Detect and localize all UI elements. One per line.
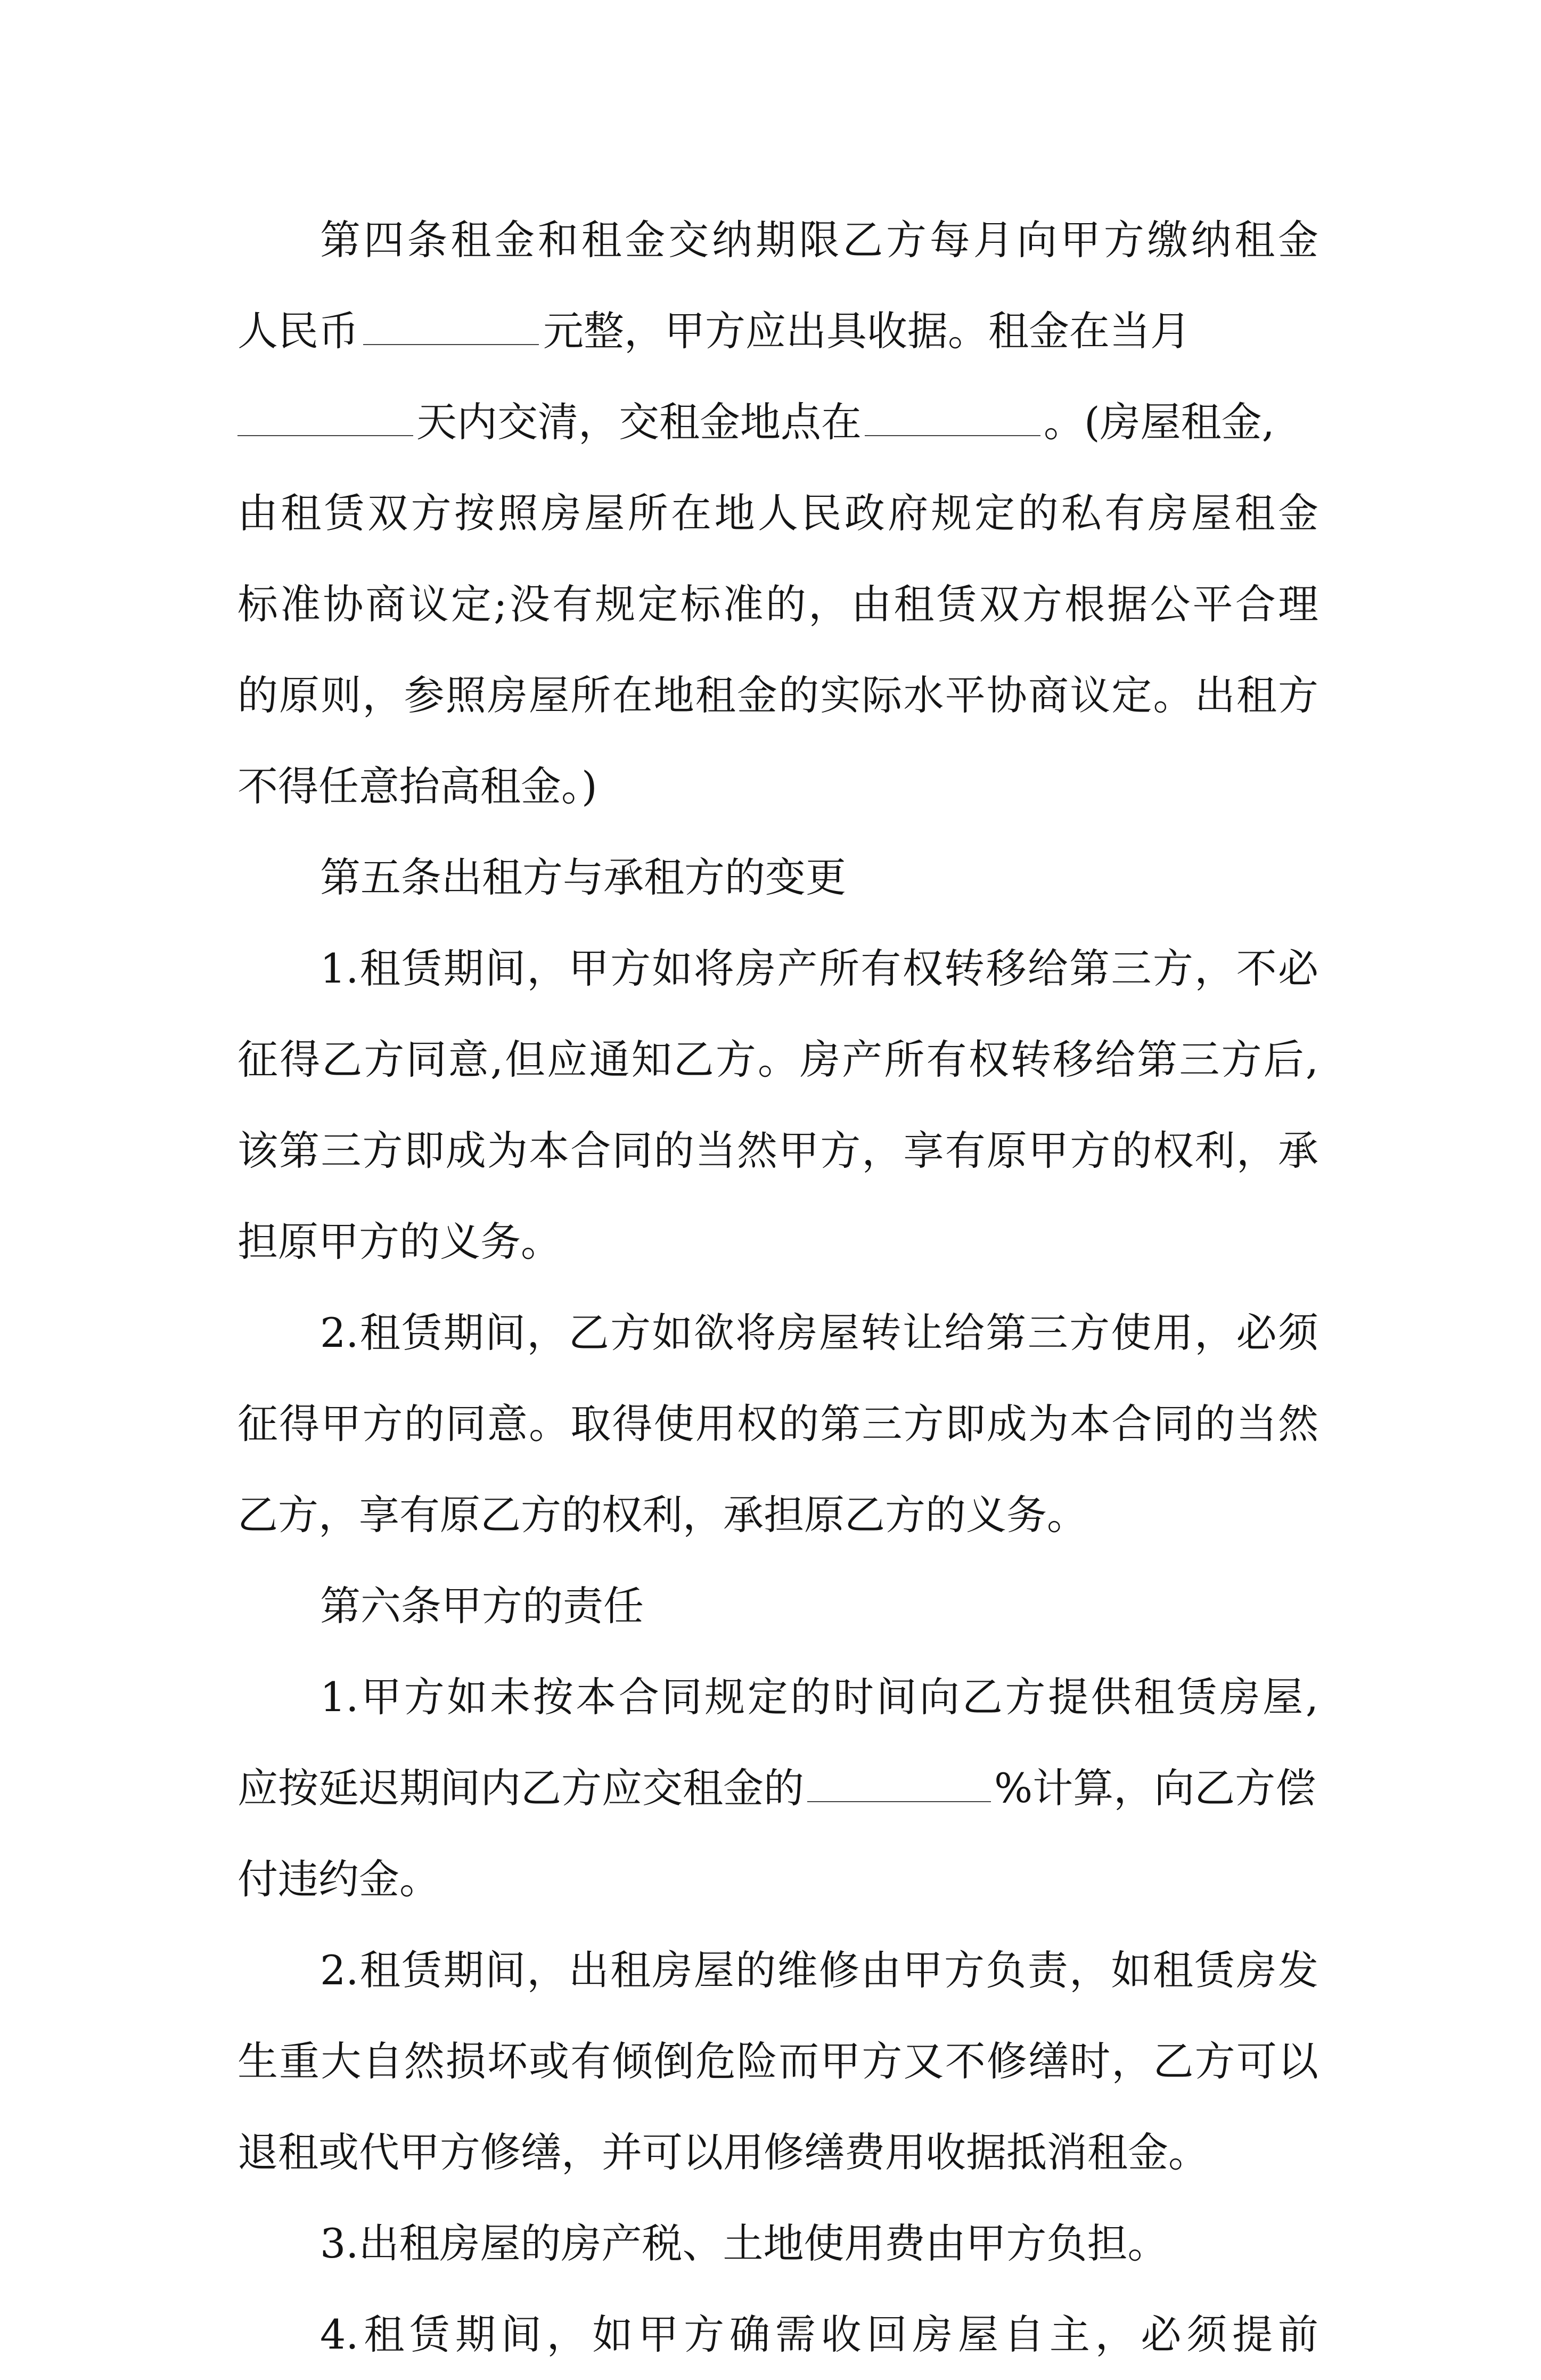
article6-p2-line2: 生重大自然损坏或有倾倒危险而甲方又不修缮时，乙方可以 [237, 2038, 1318, 2085]
payment-location-blank [865, 403, 1040, 436]
article6-p1-line2 [237, 1743, 1318, 1834]
text: 应按延迟期间内乙方应交租金的 [237, 1764, 804, 1812]
rent-amount-blank [363, 312, 539, 345]
text: 元整，甲方应出具收据。租金在当月 [543, 307, 1191, 355]
article5-p2-line1: 2.租赁期间，乙方如欲将房屋转让给第三方使用，必须 [320, 1309, 1318, 1356]
article5-p1-line4: 担原甲方的义务。 [237, 1218, 561, 1265]
article6-title: 第六条甲方的责任 [320, 1582, 644, 1630]
article4-line7: 不得任意抬高租金。) [237, 763, 597, 810]
article4-line4: 由租赁双方按照房屋所在地人民政府规定的私有房屋租金 [237, 489, 1318, 537]
article6-p1-line1: 1.甲方如未按本合同规定的时间向乙方提供租赁房屋, [320, 1673, 1318, 1721]
article6-p2-line1: 2.租赁期间，出租房屋的维修由甲方负责，如租赁房发 [320, 1946, 1318, 1994]
article5-p1-line1: 1.租赁期间，甲方如将房产所有权转移给第三方，不必 [320, 945, 1318, 992]
text: 。(房屋租金, [1044, 398, 1275, 446]
article4-line1: 第四条租金和租金交纳期限乙方每月向甲方缴纳租金 [320, 216, 1318, 264]
article4-line2 [237, 285, 1318, 377]
text: 人民币 [237, 307, 359, 355]
article6-p3-line1: 3.出租房屋的房产税、土地使用费由甲方负担。 [320, 2220, 1168, 2267]
article6-p4-line1: 4.租赁期间，如甲方确需收回房屋自主，必须提前 [320, 2311, 1318, 2358]
article4-line6: 的原则，参照房屋所在地租金的实际水平协商议定。出租方 [237, 672, 1318, 719]
article5-p2-line2: 征得甲方的同意。取得使用权的第三方即成为本合同的当然 [237, 1400, 1318, 1447]
article5-title: 第五条出租方与承租方的变更 [320, 854, 846, 901]
article6-p2-line3: 退租或代甲方修缮，并可以用修缮费用收据抵消租金。 [237, 2129, 1209, 2176]
article6-p1-line3: 付违约金。 [237, 1855, 440, 1903]
article4-line3 [237, 377, 1318, 468]
text: 天内交清，交租金地点在 [416, 398, 862, 446]
article5-p1-line2: 征得乙方同意,但应通知乙方。房产所有权转移给第三方后, [237, 1036, 1318, 1083]
penalty-percent-blank [807, 1769, 991, 1802]
contract-text [237, 194, 1318, 2380]
text: %计算，向乙方偿 [994, 1764, 1316, 1812]
article5-p1-line3: 该第三方即成为本合同的当然甲方，享有原甲方的权利，承 [237, 1127, 1318, 1174]
payment-days-blank [237, 403, 413, 436]
article4-line5: 标准协商议定;没有规定标准的，由租赁双方根据公平合理 [237, 580, 1318, 628]
article5-p2-line3: 乙方，享有原乙方的权利，承担原乙方的义务。 [237, 1491, 1087, 1539]
